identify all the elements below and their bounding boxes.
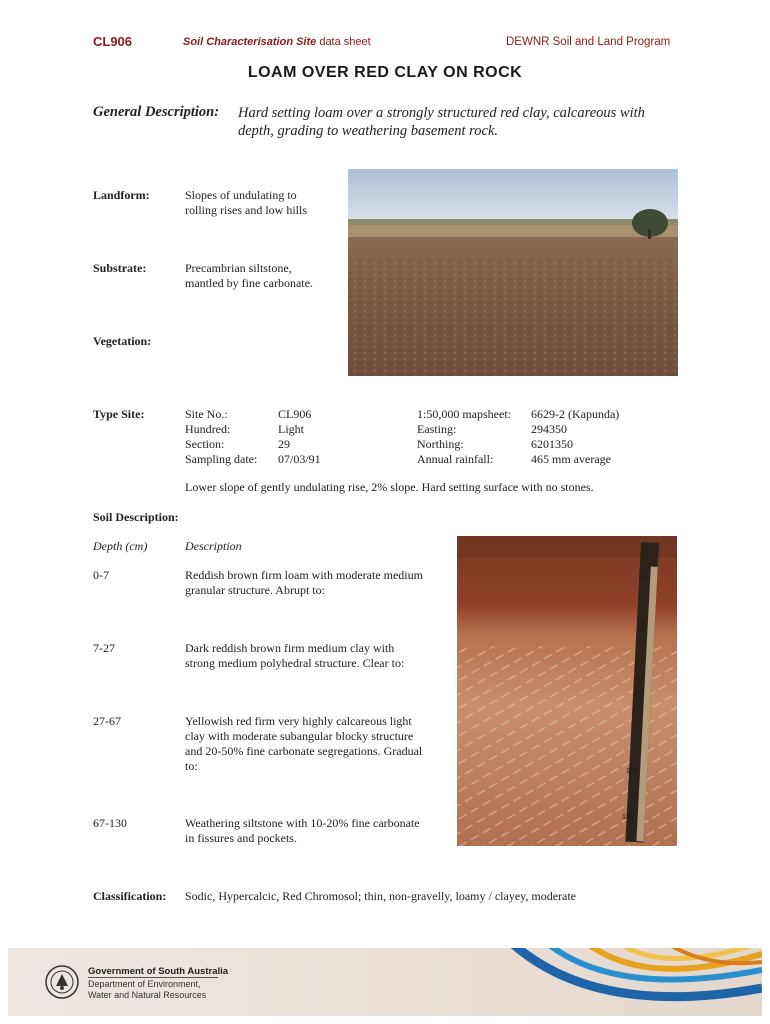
depth-header: Depth (cm) bbox=[93, 539, 148, 553]
site-code: CL906 bbox=[93, 34, 133, 49]
soil-profile-photo bbox=[457, 536, 677, 846]
page-title: LOAM OVER RED CLAY ON ROCK bbox=[247, 64, 523, 81]
ruler-tick: 80 bbox=[631, 722, 639, 729]
layer-depth: 0-7 bbox=[93, 568, 109, 582]
layer-depth: 67-130 bbox=[93, 816, 127, 830]
classification-text: Sodic, Hypercalcic, Red Chromosol; thin, non-gravelly, loamy / clayey, moderate bbox=[185, 889, 577, 903]
ruler-tick: 30 bbox=[640, 574, 648, 581]
layer-description: Yellowish red firm very highly calcareous light clay with moderate subangular blocky structure and 20-50% fine carbonate segregations. Gradual to: bbox=[185, 714, 423, 773]
layer-description: Weathering siltstone with 10-20% fine carbonate in fissures and pockets. bbox=[185, 816, 420, 845]
general-description-text: Hard setting loam over a strongly structured red clay, calcareous with depth, grading to weathering basement rock. bbox=[238, 105, 645, 139]
program-name: DEWNR Soil and Land Program bbox=[506, 36, 671, 48]
layer-depth: 27-67 bbox=[93, 714, 121, 728]
landform-text: Slopes of undulating to rolling rises and low hills bbox=[185, 188, 307, 217]
classification-label: Classification: bbox=[93, 889, 167, 903]
layer-depth: 7-27 bbox=[93, 641, 115, 655]
ruler-tick: 120 bbox=[622, 814, 634, 821]
state-crest-icon bbox=[44, 964, 80, 1004]
description-header: Description bbox=[185, 539, 242, 553]
ruler-tick: 60 bbox=[634, 676, 642, 683]
layer-description: Reddish brown firm loam with moderate medium granular structure. Abrupt to: bbox=[185, 568, 423, 597]
site-values: CL906 Light 29 07/03/91 bbox=[278, 407, 321, 466]
department-name: Department of Environment, Water and Natural Resources bbox=[88, 979, 207, 1000]
footer-divider bbox=[88, 977, 218, 978]
substrate-label: Substrate: bbox=[93, 261, 147, 275]
site-values-2: 6629-2 (Kapunda) 294350 6201350 465 mm average bbox=[531, 407, 620, 466]
landform-label: Landform: bbox=[93, 188, 150, 202]
site-keys-2: 1:50,000 mapsheet: Easting: Northing: Annual rainfall: bbox=[417, 407, 511, 466]
site-keys: Site No.: Hundred: Section: Sampling date: bbox=[185, 407, 258, 466]
government-name: Government of South Australia bbox=[88, 966, 229, 977]
substrate-text: Precambrian siltstone, mantled by fine carbonate. bbox=[185, 261, 313, 290]
vegetation-label: Vegetation: bbox=[93, 334, 152, 348]
soil-description-label: Soil Description: bbox=[93, 510, 179, 524]
datasheet-label: Soil Characterisation Site data sheet bbox=[183, 36, 371, 48]
type-site-note: Lower slope of gently undulating rise, 2% slope. Hard setting surface with no stones. bbox=[185, 480, 594, 494]
general-description-label: General Description: bbox=[93, 104, 220, 120]
type-site-label: Type Site: bbox=[93, 407, 145, 421]
layer-description: Dark reddish brown firm medium clay with strong medium polyhedral structure. Clear to: bbox=[185, 641, 405, 670]
landscape-photo bbox=[348, 169, 678, 376]
ruler-tick: 100 bbox=[626, 768, 638, 775]
ruler-tick: 40 bbox=[637, 626, 645, 633]
